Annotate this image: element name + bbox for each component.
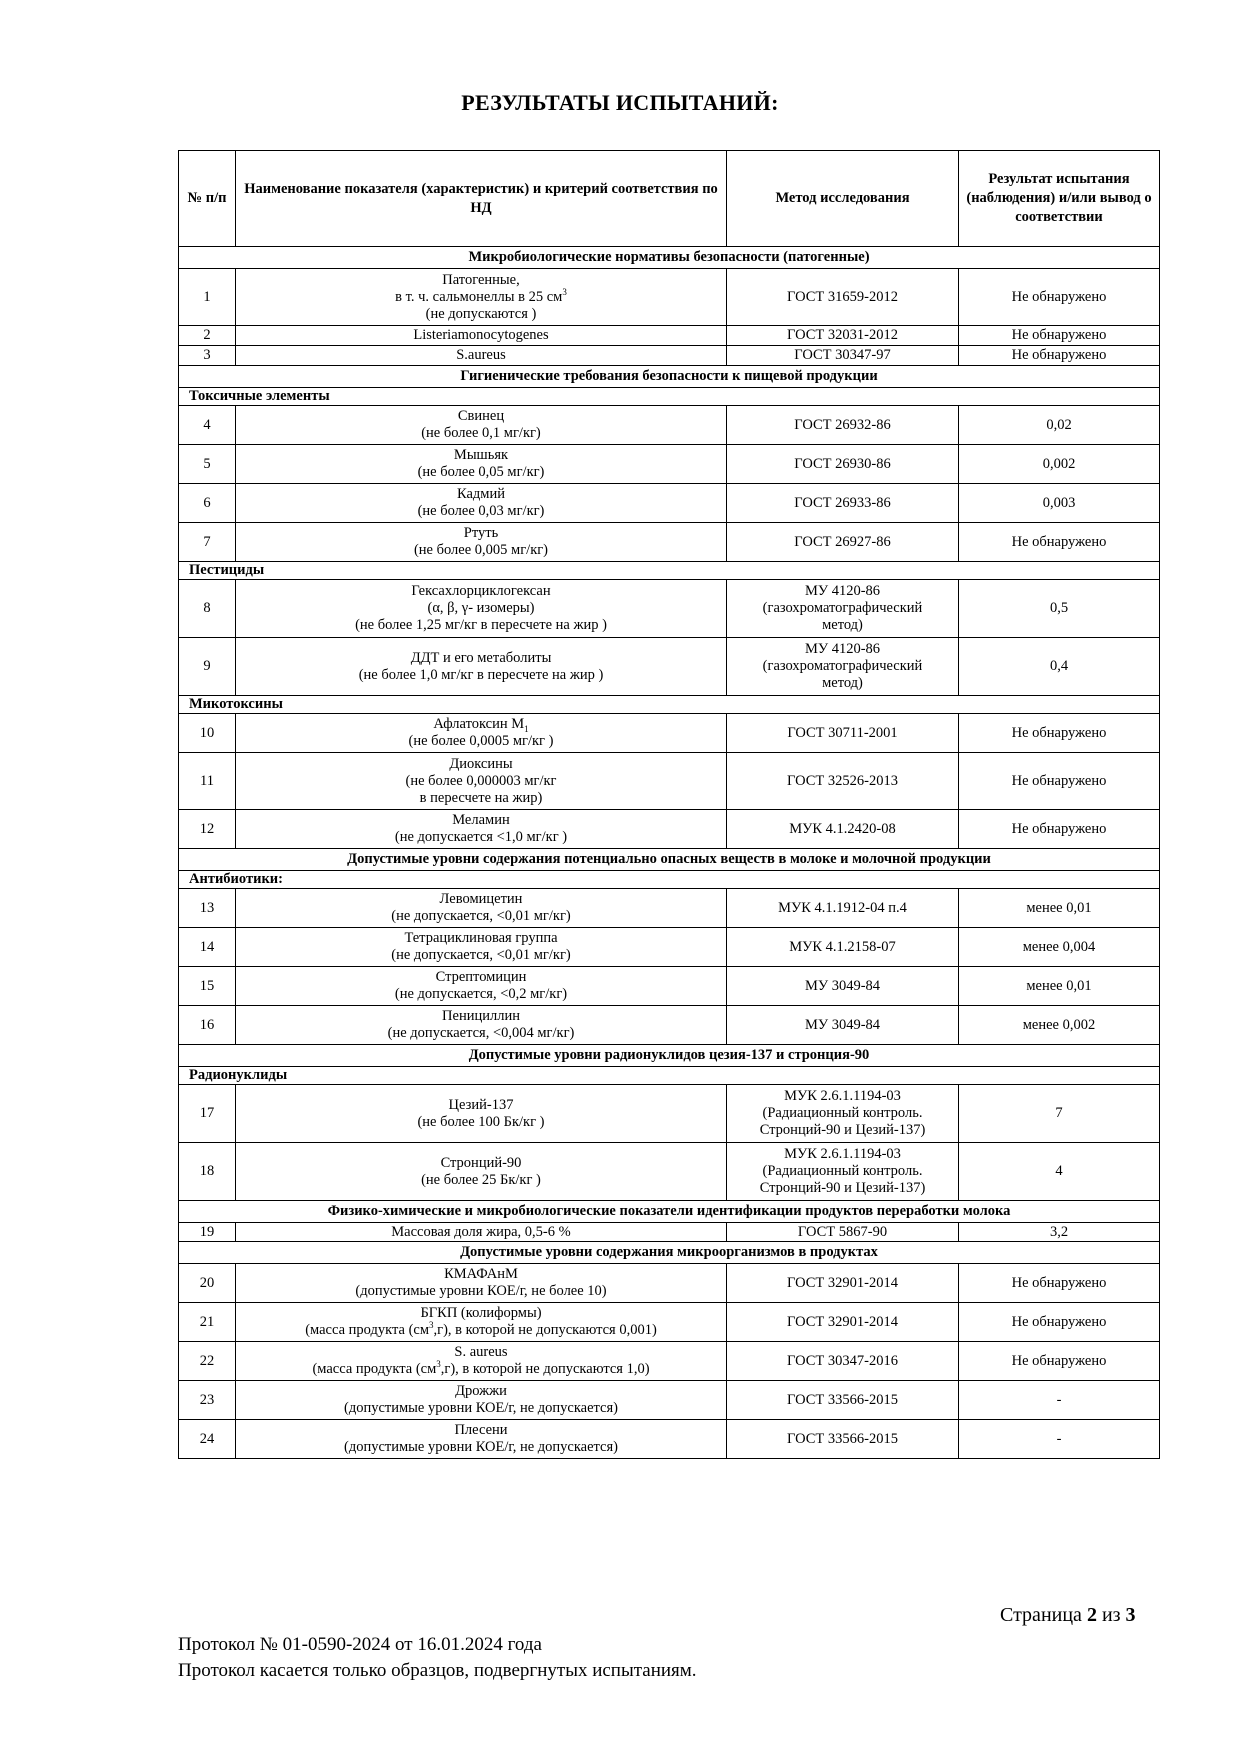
row-method	[727, 810, 959, 849]
table-row	[179, 1264, 1160, 1303]
row-name-line: (не более 100 Бк/кг )	[417, 1113, 545, 1130]
row-result: Не обнаружено	[959, 523, 1160, 562]
row-method	[727, 1223, 959, 1242]
row-name-line: Диоксины	[449, 755, 513, 772]
row-name-line: Пенициллин	[442, 1008, 520, 1024]
row-name-line: (не более 0,1 мг/кг)	[421, 425, 541, 441]
row-name-line: в т. ч. сальмонеллы в 25 $см^3$	[395, 286, 567, 305]
row-num: 24	[179, 1420, 236, 1459]
row-method-line: ГОСТ 33566-2015	[787, 1391, 898, 1408]
row-method	[727, 1420, 959, 1459]
row-name	[236, 1223, 727, 1242]
subsection-row	[179, 388, 1160, 406]
row-num: 21	[179, 1303, 236, 1342]
results-table	[178, 150, 1160, 1459]
row-method-line: ГОСТ 31659-2012	[787, 288, 898, 305]
table-row	[179, 1085, 1160, 1143]
row-method-line: (газохроматографический	[762, 658, 923, 674]
row-num: 16	[179, 1006, 236, 1045]
row-method-line: МУК 4.1.2420-08	[789, 820, 896, 837]
footer	[178, 1632, 697, 1684]
row-method-line: ГОСТ 26932-86	[794, 416, 891, 433]
row-method-line: (Радиационный контроль.	[762, 1105, 923, 1121]
page-total: 3	[1125, 1604, 1136, 1626]
row-name-line: Меламин	[452, 812, 510, 828]
footer-note: Протокол касается только образцов, подвергнутых испытаниям.	[178, 1660, 697, 1681]
section-row	[179, 1045, 1160, 1067]
page-title: РЕЗУЛЬТАТЫ ИСПЫТАНИЙ:	[461, 90, 779, 115]
row-num: 22	[179, 1342, 236, 1381]
row-num: 6	[179, 484, 236, 523]
row-name	[236, 889, 727, 928]
row-num: 17	[179, 1085, 236, 1143]
row-name-line: БГКП (колиформы)	[420, 1305, 542, 1321]
row-name-line: S.aureus	[456, 347, 506, 363]
row-method	[727, 753, 959, 810]
page-number	[1000, 1604, 1136, 1627]
row-name-line: (не допускается, <0,01 мг/кг)	[391, 908, 571, 924]
row-name-line: Массовая доля жира, 0,5-6 %	[391, 1223, 571, 1240]
row-name-line: (допустимые уровни КОЕ/г, не допускается)	[344, 1400, 618, 1416]
row-method-line: ГОСТ 32526-2013	[787, 772, 898, 789]
row-num: 20	[179, 1264, 236, 1303]
row-method	[727, 714, 959, 753]
page-current: 2	[1086, 1604, 1097, 1626]
row-name	[236, 1342, 727, 1381]
row-method-line: метод)	[822, 617, 863, 633]
subsection-row	[179, 696, 1160, 714]
row-method-line: МУК 2.6.1.1194-03	[784, 1088, 901, 1104]
section-row	[179, 1201, 1160, 1223]
row-result: 0,4	[959, 638, 1160, 696]
row-name-line: Тетрациклиновая группа	[404, 930, 558, 946]
table-row	[179, 928, 1160, 967]
table-header-row	[179, 151, 1160, 247]
row-name-line: Мышьяк	[453, 447, 509, 463]
row-method	[727, 889, 959, 928]
subsection-title: Радионуклиды	[179, 1067, 1160, 1085]
header-result: Результат испытания (наблюдения) и/или вывод о соответствии	[959, 151, 1160, 247]
row-name-line: (не допускается <1,0 мг/кг )	[394, 829, 568, 845]
row-method	[727, 638, 959, 696]
row-num: 10	[179, 714, 236, 753]
subsection-title: Пестициды	[179, 562, 1160, 580]
row-method-line: МУ 3049-84	[804, 977, 881, 994]
row-name	[236, 928, 727, 967]
table-row	[179, 580, 1160, 638]
row-method-line: Стронций-90 и Цезий-137)	[759, 1180, 926, 1196]
table-row	[179, 346, 1160, 366]
row-method-line: МУ 4120-86	[804, 583, 881, 599]
row-method	[727, 1303, 959, 1342]
row-name	[236, 406, 727, 445]
row-result: Не обнаружено	[959, 1303, 1160, 1342]
row-name-line: (не более 1,25 мг/кг в пересчете на жир )	[355, 617, 607, 633]
row-num: 11	[179, 753, 236, 810]
row-name-line: (не более 0,000003 мг/кг	[405, 772, 557, 789]
table-row	[179, 1223, 1160, 1242]
row-method	[727, 484, 959, 523]
row-name-line: (α, β, γ- изомеры)	[427, 600, 535, 616]
row-num: 4	[179, 406, 236, 445]
table-row	[179, 269, 1160, 326]
subsection-row	[179, 1067, 1160, 1085]
row-name	[236, 523, 727, 562]
row-method	[727, 967, 959, 1006]
table-row	[179, 1342, 1160, 1381]
row-num: 1	[179, 269, 236, 326]
row-name	[236, 346, 727, 366]
row-result: Не обнаружено	[959, 326, 1160, 346]
row-num: 23	[179, 1381, 236, 1420]
row-method-line: ГОСТ 32901-2014	[787, 1313, 898, 1330]
subsection-row	[179, 871, 1160, 889]
row-name-line: Патогенные,	[442, 271, 520, 288]
row-name	[236, 326, 727, 346]
row-result: Не обнаружено	[959, 753, 1160, 810]
page-label: Страница	[1000, 1604, 1082, 1626]
row-name-line: (масса продукта $(см^3,г)$, в которой не допускаются 0,001)	[305, 1320, 657, 1338]
row-method-line: ГОСТ 30347-97	[794, 347, 891, 363]
row-num: 12	[179, 810, 236, 849]
section-title: Микробиологические нормативы безопасности (патогенные)	[179, 247, 1160, 269]
row-result: Не обнаружено	[959, 346, 1160, 366]
row-name	[236, 1264, 727, 1303]
superscript: 3	[429, 1320, 434, 1331]
row-num: 19	[179, 1223, 236, 1242]
row-name	[236, 810, 727, 849]
subscript: 1	[524, 723, 529, 734]
row-method	[727, 406, 959, 445]
results-body	[179, 247, 1160, 1459]
row-name	[236, 580, 727, 638]
row-method	[727, 1381, 959, 1420]
row-name-line: S. aureus	[454, 1344, 508, 1360]
row-result: 7	[959, 1085, 1160, 1143]
row-method-line: метод)	[822, 675, 863, 691]
row-name	[236, 638, 727, 696]
row-result: менее 0,004	[959, 928, 1160, 967]
row-method-line: МУК 4.1.2158-07	[789, 938, 896, 955]
row-name-line: Дрожжи	[455, 1383, 507, 1399]
row-method	[727, 928, 959, 967]
table-row	[179, 1420, 1160, 1459]
row-method-line: ГОСТ 26930-86	[794, 455, 891, 472]
table-row	[179, 753, 1160, 810]
row-name-line: Свинец	[457, 408, 505, 424]
row-name	[236, 1143, 727, 1201]
row-name-line: (допустимые уровни КОЕ/г, не более 10)	[355, 1283, 607, 1299]
row-result: 0,02	[959, 406, 1160, 445]
row-method	[727, 1143, 959, 1201]
table-row	[179, 326, 1160, 346]
row-method-line: ГОСТ 32031-2012	[787, 327, 898, 343]
row-method-line: ГОСТ 32901-2014	[787, 1274, 898, 1291]
row-num: 18	[179, 1143, 236, 1201]
row-method-line: (Радиационный контроль.	[762, 1163, 923, 1179]
row-result: 0,003	[959, 484, 1160, 523]
table-row	[179, 1381, 1160, 1420]
section-row	[179, 849, 1160, 871]
table-row	[179, 1303, 1160, 1342]
row-name-line: Цезий-137	[448, 1096, 514, 1113]
row-result: менее 0,01	[959, 889, 1160, 928]
row-name	[236, 1420, 727, 1459]
row-result: Не обнаружено	[959, 810, 1160, 849]
row-method	[727, 1085, 959, 1143]
row-method-line: Стронций-90 и Цезий-137)	[759, 1122, 926, 1138]
row-name	[236, 445, 727, 484]
row-result: менее 0,01	[959, 967, 1160, 1006]
row-name-line: Ртуть	[463, 525, 499, 541]
row-method-line: МУ 3049-84	[804, 1016, 881, 1033]
row-name-line: Listeriamonocytogenes	[413, 327, 549, 343]
table-row	[179, 967, 1160, 1006]
row-name	[236, 1006, 727, 1045]
row-method	[727, 346, 959, 366]
row-num: 3	[179, 346, 236, 366]
row-method	[727, 269, 959, 326]
row-method	[727, 580, 959, 638]
table-row	[179, 810, 1160, 849]
row-name-line: ДДТ и его метаболиты	[410, 649, 552, 666]
row-result: -	[959, 1381, 1160, 1420]
row-name-line: (не более 0,005 мг/кг)	[413, 542, 549, 558]
row-result: Не обнаружено	[959, 1264, 1160, 1303]
row-name-line: КМАФАнМ	[444, 1266, 518, 1282]
header-num: № п/п	[179, 151, 236, 247]
row-name-line: (не более 0,05 мг/кг)	[417, 464, 545, 480]
row-name	[236, 714, 727, 753]
superscript: 3	[562, 286, 567, 297]
row-name-line: Гексахлорциклогексан	[411, 583, 551, 599]
section-title: Допустимые уровни содержания микроорганизмов в продуктах	[179, 1242, 1160, 1264]
row-name	[236, 484, 727, 523]
row-name-line: (не более 0,03 мг/кг)	[417, 503, 545, 519]
row-name-line: Афлатоксин $М_1$	[433, 716, 529, 734]
table-row	[179, 1006, 1160, 1045]
row-result: Не обнаружено	[959, 714, 1160, 753]
table-row	[179, 406, 1160, 445]
row-method-line: ГОСТ 30711-2001	[787, 724, 898, 741]
row-name	[236, 753, 727, 810]
row-method-line: (газохроматографический	[762, 600, 923, 616]
row-method-line: МУК 2.6.1.1194-03	[784, 1146, 901, 1162]
row-method-line: МУ 4120-86	[804, 641, 881, 657]
footer-protocol: Протокол № 01-0590-2024 от 16.01.2024 года	[178, 1634, 542, 1655]
row-name	[236, 269, 727, 326]
row-result: Не обнаружено	[959, 269, 1160, 326]
row-name-line: (не допускается, <0,2 мг/кг)	[394, 986, 568, 1002]
row-name-line: (допустимые уровни КОЕ/г, не допускается)	[344, 1439, 618, 1455]
row-name-line: (не допускается, <0,004 мг/кг)	[387, 1025, 575, 1041]
row-method-line: МУК 4.1.1912-04 п.4	[778, 899, 907, 916]
row-method-line: ГОСТ 30347-2016	[787, 1352, 898, 1369]
row-method-line: ГОСТ 5867-90	[797, 1223, 888, 1240]
table-row	[179, 523, 1160, 562]
row-name-line: (не более 0,0005 мг/кг )	[408, 733, 554, 749]
row-method	[727, 445, 959, 484]
row-name-line: (не более 25 Бк/кг )	[421, 1171, 541, 1188]
row-method-line: ГОСТ 33566-2015	[787, 1430, 898, 1447]
row-method	[727, 1264, 959, 1303]
row-name-line: (масса продукта $(см^3,г)$, в которой не допускаются 1,0)	[312, 1359, 650, 1377]
row-result: 0,5	[959, 580, 1160, 638]
row-method-line: ГОСТ 26933-86	[794, 494, 891, 511]
row-name-line: (не допускается, <0,01 мг/кг)	[391, 947, 571, 963]
section-row	[179, 1242, 1160, 1264]
table-row	[179, 484, 1160, 523]
row-name-line: Стронций-90	[440, 1154, 522, 1171]
row-name-line: Стрептомицин	[435, 969, 527, 985]
row-name	[236, 967, 727, 1006]
table-row	[179, 1143, 1160, 1201]
row-name	[236, 1381, 727, 1420]
row-name-line: в пересчете на жир)	[419, 789, 543, 806]
row-num: 13	[179, 889, 236, 928]
row-result: 4	[959, 1143, 1160, 1201]
section-title: Гигиенические требования безопасности к пищевой продукции	[179, 366, 1160, 388]
section-row	[179, 247, 1160, 269]
row-num: 15	[179, 967, 236, 1006]
row-num: 5	[179, 445, 236, 484]
row-num: 8	[179, 580, 236, 638]
row-num: 7	[179, 523, 236, 562]
row-name-line: (не более 1,0 мг/кг в пересчете на жир )	[358, 666, 604, 683]
section-row	[179, 366, 1160, 388]
table-row	[179, 638, 1160, 696]
subsection-title: Микотоксины	[179, 696, 1160, 714]
subsection-title: Токсичные элементы	[179, 388, 1160, 406]
table-row	[179, 714, 1160, 753]
page-sep: из	[1101, 1604, 1121, 1626]
subsection-title: Антибиотики:	[179, 871, 1160, 889]
row-num: 2	[179, 326, 236, 346]
row-result: 3,2	[959, 1223, 1160, 1242]
section-title: Допустимые уровни содержания потенциально опасных веществ в молоке и молочной продукции	[179, 849, 1160, 871]
row-num: 9	[179, 638, 236, 696]
row-result: 0,002	[959, 445, 1160, 484]
row-method	[727, 326, 959, 346]
row-result: Не обнаружено	[959, 1342, 1160, 1381]
row-method-line: ГОСТ 26927-86	[794, 533, 891, 550]
row-method	[727, 1342, 959, 1381]
section-title: Допустимые уровни радионуклидов цезия-137 и стронция-90	[179, 1045, 1160, 1067]
row-num: 14	[179, 928, 236, 967]
row-method	[727, 1006, 959, 1045]
header-method: Метод исследования	[727, 151, 959, 247]
row-name	[236, 1303, 727, 1342]
section-title: Физико-химические и микробиологические показатели идентификации продуктов переработки молока	[179, 1201, 1160, 1223]
row-method	[727, 523, 959, 562]
row-name-line: Плесени	[454, 1422, 508, 1438]
row-name	[236, 1085, 727, 1143]
header-name: Наименование показателя (характеристик) и критерий соответствия по НД	[236, 151, 727, 247]
row-name-line: (не допускаются )	[425, 305, 537, 322]
row-name-line: Кадмий	[457, 486, 505, 502]
table-row	[179, 889, 1160, 928]
row-result: -	[959, 1420, 1160, 1459]
row-name-line: Левомицетин	[439, 891, 523, 907]
table-row	[179, 445, 1160, 484]
superscript: 3	[436, 1359, 441, 1370]
row-result: менее 0,002	[959, 1006, 1160, 1045]
subsection-row	[179, 562, 1160, 580]
